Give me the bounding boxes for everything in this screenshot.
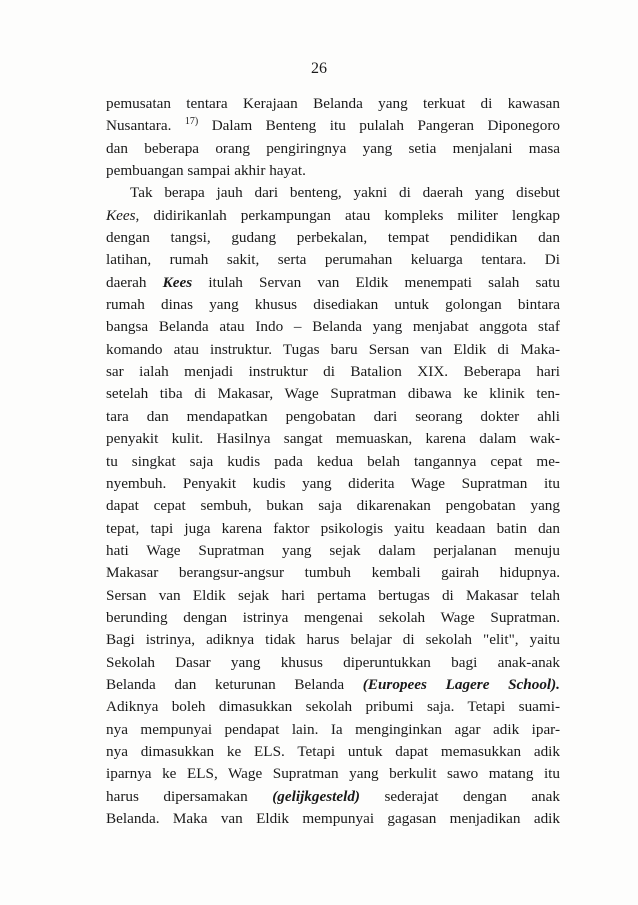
text-line <box>106 719 560 741</box>
text-segment: dengan tangsi, gudang perbekalan, tempat pendidikan dan <box>106 229 560 247</box>
text-line <box>106 294 560 316</box>
text-line <box>106 249 560 271</box>
text-line <box>106 562 560 584</box>
text-segment: Dalam Benteng itu pulalah Pangeran Diponegoro <box>198 117 560 135</box>
page-number: 26 <box>311 60 327 77</box>
text-segment: Adiknya boleh dimasukkan sekolah pribumi saja. Tetapi suami- <box>106 698 560 716</box>
text-segment: pembuangan sampai akhir hayat. <box>106 162 306 180</box>
text-segment: Belanda. Maka van Eldik mempunyai gagasan menjadikan adik <box>106 810 560 827</box>
text-segment: dan beberapa orang pengiringnya yang setia menjalani masa <box>106 139 560 157</box>
text-segment: itulah Servan van Eldik menempati salah satu <box>192 273 560 291</box>
text-line <box>106 540 560 562</box>
text-line <box>106 160 560 182</box>
text-line <box>106 696 560 718</box>
text-segment: daerah <box>106 273 163 291</box>
text-segment: Sersan van Eldik sejak hari pertama bertugas di Makasar telah <box>106 586 560 604</box>
text-line <box>106 451 560 473</box>
text-segment: tara dan mendapatkan pengobatan dari seorang dokter ahli <box>106 407 560 425</box>
text-segment: rumah dinas yang khusus disediakan untuk golongan bintara <box>106 296 560 314</box>
text-line <box>106 138 560 160</box>
text-segment: Nusantara. <box>106 117 185 135</box>
text-segment: nya mempunyai pendapat lain. Ia menginginkan agar adik ipar- <box>106 720 560 738</box>
text-line <box>106 115 560 137</box>
text-line <box>106 473 560 495</box>
text-line <box>106 674 560 696</box>
text-line <box>106 428 560 450</box>
text-line <box>106 339 560 361</box>
text-line <box>106 406 560 428</box>
text-line <box>106 652 560 674</box>
text-line <box>106 585 560 607</box>
text-segment: dapat cepat sembuh, bukan saja dikarenakan pengobatan yang <box>106 497 560 515</box>
text-line <box>106 763 560 785</box>
text-line <box>106 518 560 540</box>
text-line <box>106 205 560 227</box>
italic-term: Kees, <box>106 206 140 224</box>
body-text <box>106 93 560 830</box>
footnote-ref: 17) <box>184 116 199 128</box>
emphasized-term: Kees <box>162 273 193 291</box>
text-segment: sar ialah menjadi instruktur di Batalion XIX. Beberapa hari <box>106 363 560 381</box>
text-segment: komando atau instruktur. Tugas baru Sersan van Eldik di Maka- <box>106 340 560 358</box>
text-line <box>106 93 560 115</box>
text-line <box>106 607 560 629</box>
text-segment: berunding dengan istrinya mengenai sekolah Wage Supratman. <box>106 608 560 626</box>
text-segment: penyakit kulit. Hasilnya sangat memuaskan, karena dalam wak- <box>106 430 560 448</box>
text-line <box>106 786 560 808</box>
text-segment: nya dimasukkan ke ELS. Tetapi untuk dapat memasukkan adik <box>106 742 560 760</box>
text-line <box>106 227 560 249</box>
text-line <box>106 316 560 338</box>
text-line <box>106 741 560 763</box>
text-segment: Sekolah Dasar yang khusus diperuntukkan bagi anak-anak <box>106 653 560 671</box>
text-segment: Tak berapa jauh dari benteng, yakni di daerah yang disebut <box>130 184 560 202</box>
text-line <box>106 182 560 204</box>
text-segment: Bagi istrinya, adiknya tidak harus belajar di sekolah "elit", yaitu <box>106 631 560 649</box>
text-segment: Makasar berangsur-angsur tumbuh kembali gairah hidupnya. <box>106 564 560 582</box>
emphasized-term: (Europees Lagere School). <box>362 675 560 693</box>
text-segment: latihan, rumah sakit, serta perumahan keluarga tentara. Di <box>106 251 560 269</box>
text-line <box>106 272 560 294</box>
text-segment: nyembuh. Penyakit kudis yang diderita Wage Supratman itu <box>106 474 560 492</box>
text-line <box>106 495 560 517</box>
text-segment: sederajat dengan anak <box>359 787 560 805</box>
text-segment: bangsa Belanda atau Indo – Belanda yang menjabat anggota staf <box>106 318 560 336</box>
text-segment: iparnya ke ELS, Wage Supratman yang berkulit sawo matang itu <box>106 765 560 783</box>
text-segment: harus dipersamakan <box>106 787 273 805</box>
text-segment: Belanda dan keturunan Belanda <box>106 675 363 693</box>
text-segment: hati Wage Supratman yang sejak dalam perjalanan menuju <box>106 541 560 559</box>
emphasized-term: (gelijkgesteld) <box>272 787 360 805</box>
text-line <box>106 629 560 651</box>
text-segment: pemusatan tentara Kerajaan Belanda yang terkuat di kawasan <box>106 95 560 112</box>
text-segment: tu singkat saja kudis pada kedua belah tangannya cepat me- <box>106 452 560 470</box>
text-line <box>106 808 560 830</box>
text-line <box>106 361 560 383</box>
text-line <box>106 383 560 405</box>
text-segment: tepat, tapi juga karena faktor psikologis yaitu keadaan batin dan <box>106 519 560 537</box>
text-segment: didirikanlah perkampungan atau kompleks militer lengkap <box>139 206 560 224</box>
text-segment: setelah tiba di Makasar, Wage Supratman dibawa ke klinik ten- <box>106 385 560 403</box>
